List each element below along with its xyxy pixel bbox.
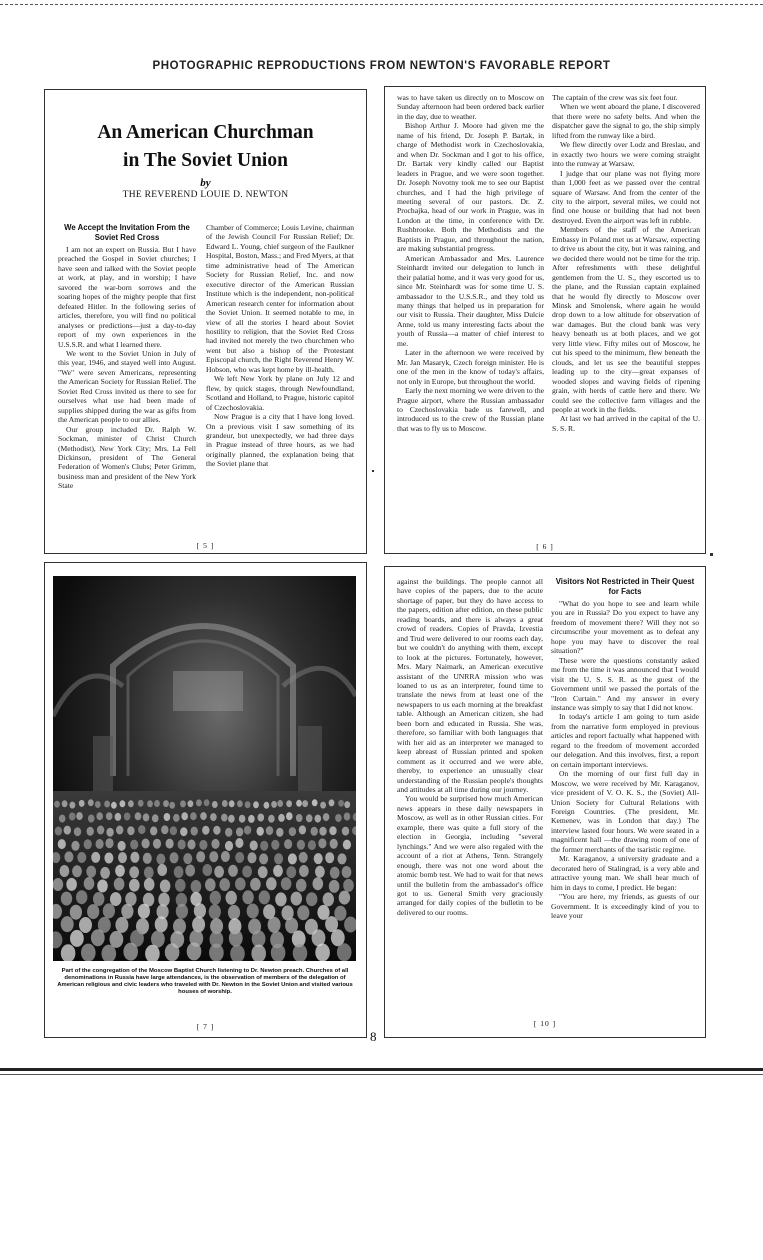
paragraph: You would be surprised how much American news appears in these daily newspapers in Moscow, as well as in other Russian cities. For example, there was quite a full story of the election in Georgia, including "several lynchings." And we were also regaled with the account of a riot at Athens, Tenn. Strangely enough, there was not one word about the atomic bomb test. We had to wait for that news until the bulletin from the ambassador's office got to us. General Smith very graciously arranged for daily copies of the bulletin to be delivered to our rooms.	[397, 794, 543, 917]
congregation-photo	[53, 576, 356, 961]
congregation-photo-graphic	[53, 576, 356, 961]
bottom-rule	[0, 1068, 763, 1071]
title-line-1: An American Churchman	[97, 122, 314, 143]
page-header: PHOTOGRAPHIC REPRODUCTIONS FROM NEWTON'S FAVORABLE REPORT	[152, 60, 611, 72]
print-speck	[372, 470, 374, 472]
byline-author: THE REVEREND LOUIE D. NEWTON	[122, 190, 289, 200]
paragraph: We left New York by plane on July 12 and flew, by quick stages, through Newfoundland, Scotland and Holland, to Prague, historic capitol of Czechoslovakia.	[206, 374, 354, 412]
paragraph: The captain of the crew was six feet four.	[552, 93, 678, 102]
paragraph: When we went aboard the plane, I discovered that there were no safety belts. And when the dispatcher gave the signal to go, the ship simply lifted from the runway like a bird.	[552, 102, 700, 140]
paragraph: "What do you hope to see and learn while you are in Russia? Do you expect to have any freedom of movement there? Will they not so circumscribe your movement as to defeat any hope you may have to discover the real situation?"	[551, 599, 699, 656]
paragraph: I judge that our plane was not flying more than 1,000 feet as we passed over the central square of Warsaw. And from the center of the city to the airport, several miles, we could not find one house or building that had not been destroyed. Even the airport was left in rubble.	[552, 168, 700, 225]
paragraph: "You are here, my friends, as guests of our Government. It is exceedingly kind of you to leave your	[551, 892, 699, 920]
page-5-column-1	[58, 223, 196, 537]
paragraph: Members of the staff of the American Embassy in Poland met us at Warsaw, expecting to drive us about the city, but it was raining, and we decided there would not be time for the trip. After refreshments with these delightful gentlemen from the U. S., they escorted us to the plane, and the Russian captain explained that he would fly directly to Moscow over Minsk and Smolensk, where again he would drop down to a low altitude for observation of war damages. But the cloud bank was very heavy beneath us at both places, and we got very little view. Fifty miles out of Moscow, he cut his speed to the minimum, flew beneath the clouds, and let us see the beautiful steppes leading up to the city—great expanses of wooded slopes and waving fields of ripening grain, with herds of cattle here and there. We could see the collective farm villages and the people at work in the fields.	[552, 225, 700, 414]
paragraph: In today's article I am going to turn aside from the narrative form employed in previous articles and report factually what happened with regard to the freedom of movement accorded our delegation. And this involves, first, a report on certain important interviews.	[551, 712, 699, 769]
page-5-column-2	[206, 223, 354, 537]
paragraph: We flew directly over Lodz and Breslau, and in exactly two hours we were coming straight into the runway at Warsaw.	[552, 140, 700, 169]
paragraph: I am not an expert on Russia. But I have preached the Gospel in Soviet churches; I have seen and talked with the Soviet people at work, at play, and in worship; I have savored the war-born sorrows and the soaring hopes of the mighty people that first defeated Hitler. In the following series of articles, therefore, you will find no political analyses or predictions—just a day-to-day report of my own experiences in the U.S.S.R. and what I learned there.	[58, 245, 196, 349]
page-number: [ 5 ]	[196, 541, 215, 550]
page-6-column-1	[397, 93, 544, 539]
paragraph: Chamber of Commerce; Louis Levine, chairman of the Jewish Council For Russian Relief; Dr. Edward L. Young, chief surgeon of the Faulkner Hospital, Boston, Mass.; and Fred Myers, at that time administrative head of The American Society for Russian Relief, Inc. and now executive director of the American Russian Institute which is the independent, non-political American research center for information about the Soviet Union. It seemed notable to me, in view of all the stories I heard about Soviet hostility to religion, that the Soviet Red Cross had invited not merely the two churchmen who went but also a bishop of the Protestant Episcopal church, the Right Reverend Henry W. Hobson, who was kept home by ill-health.	[206, 223, 354, 374]
paragraph: Later in the afternoon we were received by Mr. Jan Masaryk, Czech foreign minister. He is one of the men in the know of today's affairs, not only in Europe, but throughout the world.	[397, 348, 544, 386]
page-10-column-2	[551, 577, 699, 1017]
photo-caption: Part of the congregation of the Moscow Baptist Church listening to Dr. Newton preach. Churches of all denominations in Russia have large attendances, is the observation of members of the delegation of American religious and civic leaders who traveled with Dr. Newton in the Soviet Union and visited various houses of worship.	[57, 968, 353, 995]
paragraph: Mr. Karaganov, a university graduate and a decorated hero of Stalingrad, is a very able and attractive young man. We shall hear much of him in days to come, I predict. He began:	[551, 854, 699, 892]
paragraph: against the buildings. The people cannot all have copies of the papers, due to the acute shortage of paper, but they do have access to the papers, edition after edition, on these public reading boards, and there is always a great crowd of readers. Copies of Pravda, Izvestia and Trud were delivered to our rooms each day, but we couldn't do anything with them, except to look at the pictures. Fortunately, however, Mrs. Mary Naimark, an American executive assistant of the UNRRA mission who was loaned to us as an interpreter, found time to translate the news from at least one of the newspapers to us each morning at the breakfast table. Although an American citizen, she had been born and educated in Russia. She was, therefore, so familiar with both languages that with her aid as an interpreter we managed to keep abreast of Russian printed and spoken comment as it occurred and we were able, thereby, to experience an unusually clear understanding of the Russian people's thoughts and attitudes at all time during our journey.	[397, 577, 543, 794]
paragraph: Bishop Arthur J. Moore had given me the name of his friend, Dr. Joseph P. Bartak, in charge of Methodist work in Czechoslovakia, and when Dr. Sockman and I got to his office, Dr. Bartak very kindly called our Baptist leaders in Prague, and we were soon together. Dr. Joseph Novotny took me to see our Baptist churches, and I had the high privilege of meeting several of our pastors. Dr. Z. Prochajka, head of our work in Prague, was in London at the time, in conference with Dr. Rushbrooke. Both the Methodists and the Baptists in Prague, and throughout the nation, are making substantial progress.	[397, 121, 544, 254]
paragraph: On the morning of our first full day in Moscow, we were received by Mr. Karaganov, vice president of V. O. K. S., the (Soviet) All-Union Society for Cultural Relations with Foreign Countries. (The president, Mr. Kemenev, was in London that day.) The interview lasted four hours. We were seated in a magnificent hall —the drawing room of one of the former merchants of the tsaristic regime.	[551, 769, 699, 854]
top-dashed-rule	[0, 4, 763, 5]
paragraph: These were the questions constantly asked me from the time it was announced that I would visit the U. S. S. R. as the guest of the Government until we passed the portals of the "Iron Curtain." And my answer in every instance was simply to say that I did not know.	[551, 655, 699, 712]
page-10-column-1	[397, 577, 543, 1017]
print-speck	[710, 553, 713, 556]
article-title	[45, 119, 366, 175]
paragraph: At last we had arrived in the capital of the U. S. S. R.	[552, 414, 700, 433]
page-number: [ 10 ]	[533, 1019, 557, 1028]
page-5-panel	[44, 89, 367, 554]
page-7-panel	[44, 562, 367, 1038]
section-subhead: We Accept the Invitation From the Soviet Red Cross	[64, 223, 190, 242]
paragraph: Now Prague is a city that I have long loved. On a previous visit I saw something of its grandeur, but unexpectedly, we had three days in Prague instead of three hours, as we had originally planned, the explanation being that the Soviet plane that	[206, 412, 354, 469]
paragraph: We went to the Soviet Union in July of this year, 1946, and stayed well into August. "We" were seven Americans, representing the American Society for Russian Relief. The Soviet Red Cross invited us there to see for ourselves what use had been made of supplies shipped during the war as gifts from the American people to our allies.	[58, 348, 196, 425]
paragraph: Our group included Dr. Ralph W. Sockman, minister of Christ Church (Methodist), New York City; Mrs. La Fell Dickinson, president of The General Federation of Women's Clubs; Peter Grimm, business man and president of the New York State	[58, 424, 196, 491]
page-number: [ 6 ]	[536, 542, 554, 551]
sheet-page-number: 8	[370, 1029, 377, 1044]
page-6-column-2	[552, 93, 700, 539]
section-subhead: Visitors Not Restricted in Their Quest for Facts	[555, 577, 695, 596]
page-number: [ 7 ]	[196, 1022, 215, 1031]
byline-by: by	[200, 177, 211, 189]
paragraph: was to have taken us directly on to Moscow on Sunday afternoon had been ordered back earlier in the day, due to weather.	[397, 93, 544, 121]
page-10-panel	[384, 566, 706, 1038]
bottom-rule-thin	[0, 1074, 763, 1075]
title-line-2: in The Soviet Union	[123, 150, 288, 171]
page-6-panel	[384, 86, 706, 554]
paragraph: Early the next morning we were driven to the Prague airport, where the Russian ambassador to Czechoslovakia bade us farewell, and introduced us to the crew of the Russian plane that was to fly us to Moscow.	[397, 386, 544, 433]
paragraph: American Ambassador and Mrs. Laurence Steinhardt invited our delegation to lunch in their palatial home, and it was very good for us, since Mr. Steinhardt was for some time U. S. ambassador to the U.S.S.R., and they told us many things that helped us in preparation for our visit to Russia. Their daughter, Miss Dulcie Anne, told us many interesting facts about the youth of Russia—a matter of chief interest to me.	[397, 253, 544, 348]
